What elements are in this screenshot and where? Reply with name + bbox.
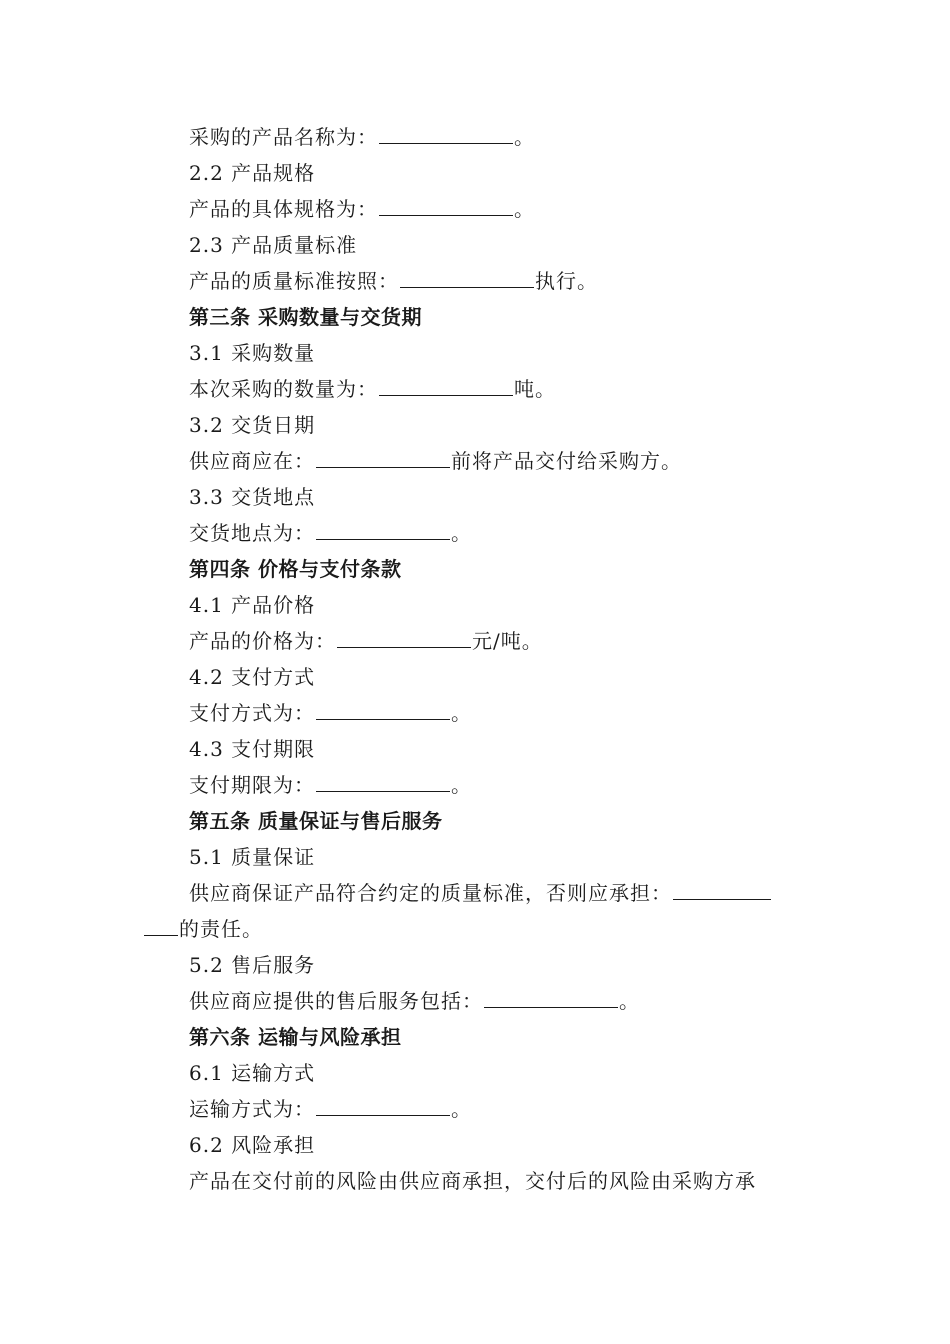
section-6-1-title: 6.1 运输方式 — [189, 1061, 316, 1085]
delivery-place-blank[interactable] — [316, 521, 450, 540]
payment-term-label: 支付期限为： — [189, 773, 315, 797]
section-6-2-title: 6.2 风险承担 — [189, 1133, 316, 1157]
quality-guarantee-label: 供应商保证产品符合约定的质量标准，否则应承担： — [189, 881, 672, 905]
section-4-2-title: 4.2 支付方式 — [189, 665, 316, 689]
delivery-place-line: 交货地点为： 。 — [189, 521, 472, 545]
transport-method-blank[interactable] — [316, 1097, 450, 1116]
section-2-2-title: 2.2 产品规格 — [189, 161, 316, 185]
article-5-heading: 第五条 质量保证与售后服务 — [189, 809, 443, 833]
section-3-1-title: 3.1 采购数量 — [189, 341, 316, 365]
quality-standard-line: 产品的质量标准按照： 执行。 — [189, 269, 598, 293]
section-4-3-title: 4.3 支付期限 — [189, 737, 316, 761]
product-name-blank[interactable] — [379, 125, 513, 144]
payment-method-label: 支付方式为： — [189, 701, 315, 725]
product-spec-line: 产品的具体规格为： 。 — [189, 197, 535, 221]
delivery-date-blank[interactable] — [316, 449, 450, 468]
product-name-label: 采购的产品名称为： — [189, 125, 378, 149]
section-3-3-title: 3.3 交货地点 — [189, 485, 316, 509]
quality-standard-blank[interactable] — [400, 269, 534, 288]
after-sales-line: 供应商应提供的售后服务包括： 。 — [189, 989, 640, 1013]
article-3-heading: 第三条 采购数量与交货期 — [189, 305, 422, 329]
quantity-line: 本次采购的数量为： 吨。 — [189, 377, 556, 401]
risk-bearing-text: 产品在交付前的风险由供应商承担，交付后的风险由采购方承 — [189, 1169, 756, 1193]
quality-standard-label: 产品的质量标准按照： — [189, 269, 399, 293]
payment-method-blank[interactable] — [316, 701, 450, 720]
after-sales-label: 供应商应提供的售后服务包括： — [189, 989, 483, 1013]
product-spec-label: 产品的具体规格为： — [189, 197, 378, 221]
product-name-line: 采购的产品名称为： 。 — [189, 125, 535, 149]
section-4-1-title: 4.1 产品价格 — [189, 593, 316, 617]
payment-term-line: 支付期限为： 。 — [189, 773, 472, 797]
transport-method-line: 运输方式为： 。 — [189, 1097, 472, 1121]
quality-guarantee-continuation: 的责任。 — [143, 916, 263, 942]
article-4-heading: 第四条 价格与支付条款 — [189, 557, 402, 581]
payment-method-line: 支付方式为： 。 — [189, 701, 472, 725]
delivery-date-line: 供应商应在： 前将产品交付给采购方。 — [189, 449, 682, 473]
delivery-place-label: 交货地点为： — [189, 521, 315, 545]
price-blank[interactable] — [337, 629, 471, 648]
transport-method-label: 运输方式为： — [189, 1097, 315, 1121]
section-5-1-title: 5.1 质量保证 — [189, 845, 316, 869]
quantity-label: 本次采购的数量为： — [189, 377, 378, 401]
section-5-2-title: 5.2 售后服务 — [189, 953, 316, 977]
article-6-heading: 第六条 运输与风险承担 — [189, 1025, 402, 1049]
quality-guarantee-line — [189, 880, 772, 906]
price-line: 产品的价格为： 元/吨。 — [189, 629, 543, 653]
section-3-2-title: 3.2 交货日期 — [189, 413, 316, 437]
price-label: 产品的价格为： — [189, 629, 336, 653]
section-2-3-title: 2.3 产品质量标准 — [189, 233, 358, 257]
delivery-date-label: 供应商应在： — [189, 449, 315, 473]
quantity-blank[interactable] — [379, 377, 513, 396]
after-sales-blank[interactable] — [484, 989, 618, 1008]
product-spec-blank[interactable] — [379, 197, 513, 216]
liability-blank-continued[interactable] — [144, 917, 178, 936]
liability-blank[interactable] — [673, 881, 771, 900]
payment-term-blank[interactable] — [316, 773, 450, 792]
